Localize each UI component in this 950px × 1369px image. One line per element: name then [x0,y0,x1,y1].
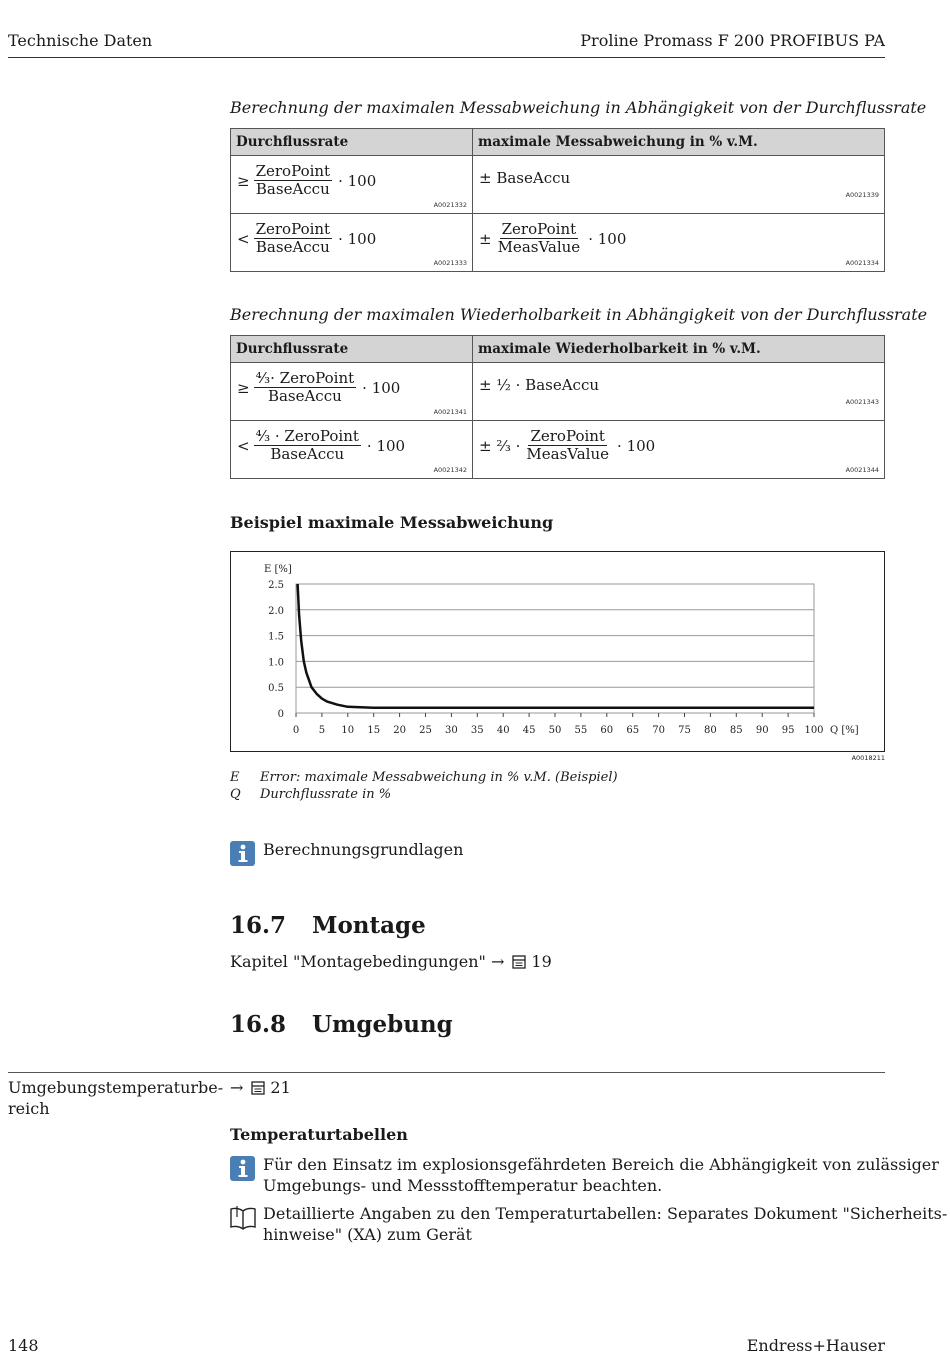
table2-caption: Berechnung der maximalen Wiederholbarkeit in Abhängigkeit von der Durchflussrate [230,305,928,324]
figure-code: A0021339 [845,191,879,199]
fraction-denominator: BaseAccu [255,180,330,198]
figure-code: A0021341 [433,408,467,416]
x-tick-label: 15 [367,725,381,736]
x-tick-label: 75 [678,725,691,736]
error-curve [298,584,814,708]
fraction-denominator: MeasValue [497,238,581,256]
fraction [254,428,361,463]
book-note-line1: Detaillierte Angaben zu den Temperaturtabellen: Separates Dokument "Sicherheits- [263,1204,948,1223]
factor: · 100 [338,171,377,190]
y-tick-label: 2.5 [268,580,284,591]
table2-col-flowrate: Durchflussrate [231,336,473,363]
x-tick-label: 25 [419,725,432,736]
comparison-symbol: ≥ [237,378,250,397]
section-number-montage: 16.7 [230,912,287,939]
fraction-denominator: BaseAccu [270,445,345,463]
y-tick-label: 0 [277,709,284,720]
x-tick-label: 55 [574,725,588,736]
montage-page-link[interactable]: 19 [531,952,552,971]
page-reference-icon [251,1081,265,1095]
fraction [254,370,357,405]
table-row [231,363,885,421]
comparison-symbol: < [237,229,250,248]
info-note-basis[interactable]: Berechnungsgrundlagen [263,840,464,859]
result-prefix: ± [479,229,492,248]
fraction-numerator: ZeroPoint [530,427,605,445]
accuracy-table [230,128,885,272]
info-glyph [236,1159,250,1178]
info-note-line2: Umgebungs- und Messstofftemperatur beachten. [263,1176,663,1195]
x-tick-label: 40 [496,725,510,736]
result-cell [473,214,885,272]
figure-code: A0021343 [845,398,879,406]
x-tick-label: 80 [704,725,717,736]
result-expression: ± ½ · BaseAccu [479,375,600,394]
figure-code: A0021334 [845,259,879,267]
temperature-tables-heading: Temperaturtabellen [230,1125,408,1144]
fraction [254,163,333,198]
info-icon [230,1156,255,1181]
info-note-line1: Für den Einsatz im explosionsgefährdeten Bereich die Abhängigkeit von zulässiger [263,1155,939,1174]
legend-text-q: Durchflussrate in % [260,787,392,802]
table-row [231,214,885,272]
x-tick-label: 10 [341,725,355,736]
formula-cell [231,421,473,479]
formula-cell [231,363,473,421]
y-tick-label: 0.5 [268,683,284,695]
x-tick-label: 95 [781,725,795,736]
error-chart [231,552,884,751]
ambient-temperature-label [8,1077,223,1119]
factor: · 100 [338,229,377,248]
montage-reference-text: Kapitel "Montagebedingungen" → [230,952,505,971]
arrow-icon: → [230,1078,244,1097]
x-tick-label: 5 [318,725,326,736]
section-rule [8,1072,885,1073]
repeatability-table [230,335,885,479]
legend-key-e: E [230,770,240,785]
table-row [231,156,885,214]
table-row [231,421,885,479]
table1-col-accuracy: maximale Messabweichung in % v.M. [473,129,885,156]
result-cell [473,156,885,214]
info-note-explosion [263,1154,939,1196]
result-cell [473,421,885,479]
page-reference-icon [512,955,526,969]
formula-cell [231,214,473,272]
x-tick-label: 20 [393,725,406,736]
fraction-denominator: BaseAccu [267,387,342,405]
ambient-label-line1: Umgebungstemperaturbe- [8,1078,224,1097]
section-number-umgebung: 16.8 [230,1011,287,1038]
comparison-symbol: < [237,436,250,455]
figure-code: A0021332 [433,201,467,209]
example-heading: Beispiel maximale Messabweichung [230,513,554,532]
x-tick-label: 0 [292,725,300,736]
ambient-label-line2: reich [8,1099,50,1118]
factor: · 100 [588,229,627,248]
factor: · 100 [617,436,656,455]
ambient-reference [230,1077,291,1098]
fraction-numerator: ZeroPoint [255,220,331,238]
x-tick-label: 35 [470,725,484,736]
x-axis-label: Q [%] [830,725,859,736]
fraction-denominator: BaseAccu [255,238,330,256]
fraction-numerator: ⁴⁄₃ · ZeroPoint [255,427,359,445]
ambient-page-link[interactable]: 21 [270,1078,291,1097]
book-icon [229,1205,257,1235]
table1-col-flowrate: Durchflussrate [231,129,473,156]
x-tick-label: 50 [548,725,562,736]
montage-reference [230,951,552,972]
comparison-symbol: ≥ [237,171,250,190]
y-tick-label: 1.5 [268,631,284,643]
section-title-umgebung: Umgebung [312,1011,453,1038]
x-tick-label: 90 [755,725,769,736]
y-axis-label: E [%] [264,564,292,575]
page-number: 148 [8,1336,39,1355]
header-rule [8,57,885,58]
legend-text-e: Error: maximale Messabweichung in % v.M. (Beispiel) [260,770,618,785]
info-glyph [236,844,250,863]
figure-code: A0021344 [845,466,879,474]
x-tick-label: 60 [600,725,614,736]
figure-code: A0021342 [433,466,467,474]
table2-col-repeatability: maximale Wiederholbarkeit in % v.M. [473,336,885,363]
y-tick-label: 1.0 [268,657,284,669]
fraction [496,221,583,256]
figure-code: A0021333 [433,259,467,267]
x-tick-label: 30 [445,725,458,736]
header-product-name: Proline Promass F 200 PROFIBUS PA [580,31,885,50]
result-prefix: ± ²⁄₃ · [479,436,521,455]
fraction [524,428,611,463]
section-title-montage: Montage [312,912,426,939]
fraction-numerator: ZeroPoint [501,220,577,238]
fraction [254,221,333,256]
factor: · 100 [366,436,406,455]
book-note-line2: hinweise" (XA) zum Gerät [263,1225,472,1244]
fraction-numerator: ZeroPoint [255,162,331,180]
x-tick-label: 100 [804,725,824,736]
fraction-denominator: MeasValue [526,445,610,463]
info-icon [230,841,255,866]
chart-figure-code: A0018211 [851,754,885,762]
x-tick-label: 70 [652,725,665,736]
fraction-numerator: ⁴⁄₃· ZeroPoint [255,369,355,387]
result-expression: ± BaseAccu [479,168,571,187]
table1-caption: Berechnung der maximalen Messabweichung in Abhängigkeit von der Durchflussrate [230,98,927,117]
x-tick-label: 45 [522,725,536,736]
formula-cell [231,156,473,214]
footer-brand: Endress+Hauser [746,1336,885,1355]
header-section-title: Technische Daten [8,31,153,50]
y-tick-label: 2.0 [268,605,284,617]
plot-area [296,584,814,713]
legend-key-q: Q [230,787,241,802]
x-tick-label: 65 [626,725,640,736]
book-note-temperature-tables [263,1203,947,1245]
result-cell [473,363,885,421]
factor: · 100 [362,378,401,397]
error-chart-frame [230,551,885,752]
x-tick-label: 85 [729,725,743,736]
